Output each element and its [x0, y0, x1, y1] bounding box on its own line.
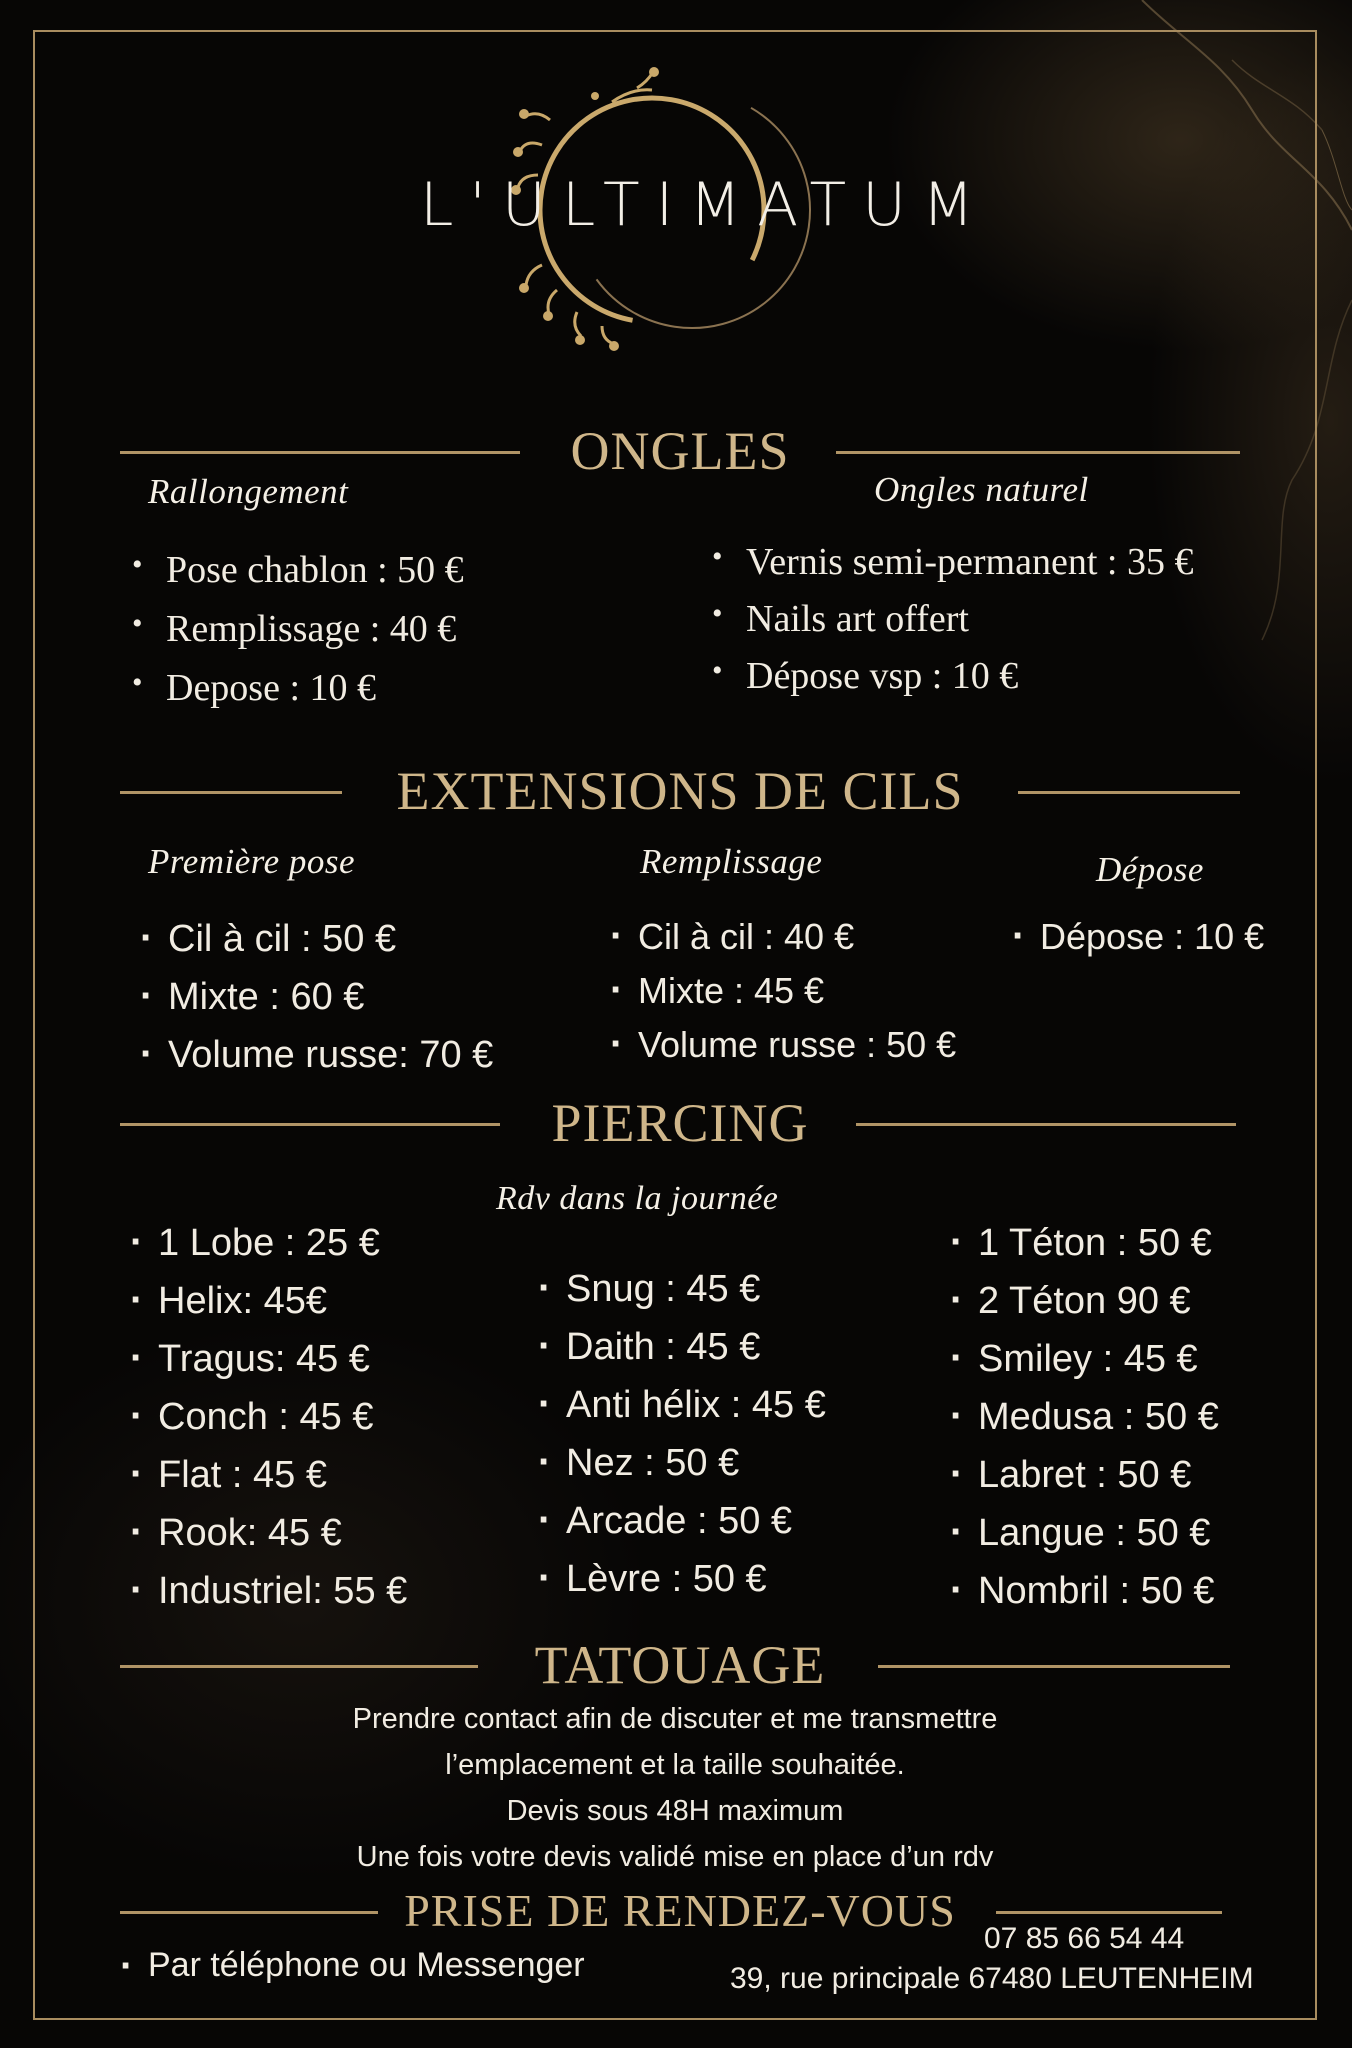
- list-item: · Conch : 45 €: [128, 1396, 407, 1454]
- section-tatouage-heading: [120, 1630, 1240, 1700]
- list-item: · Cil à cil : 50 €: [138, 918, 493, 976]
- list-item: · Langue : 50 €: [948, 1512, 1219, 1570]
- list-item: • Nails art offert: [712, 597, 1193, 654]
- list-item: • Remplissage : 40 €: [132, 607, 464, 666]
- section-title: EXTENSIONS DE CILS: [396, 761, 964, 821]
- section-cils-heading: [120, 756, 1240, 826]
- divider: [878, 1665, 1230, 1668]
- brand-name: L'ULTIMATUM: [420, 170, 990, 240]
- list-item: · Snug : 45 €: [536, 1268, 826, 1326]
- list-item: • Vernis semi-permanent : 35 €: [712, 540, 1193, 597]
- list-item: · Par téléphone ou Messenger: [118, 1946, 585, 1985]
- text-line: l’emplacement et la taille souhaitée.: [445, 1749, 905, 1781]
- list-item: • Pose chablon : 50 €: [132, 548, 464, 607]
- list-ongles-naturel: [712, 540, 1193, 711]
- list-item: · Daith : 45 €: [536, 1326, 826, 1384]
- subheading-rallongement: Rallongement: [148, 472, 349, 511]
- list-item: · Tragus: 45 €: [128, 1338, 407, 1396]
- list-item: · Medusa : 50 €: [948, 1396, 1219, 1454]
- list-remplissage: [608, 916, 956, 1078]
- list-item: · Lèvre : 50 €: [536, 1558, 826, 1616]
- list-piercing-col2: [536, 1268, 826, 1616]
- list-item: · Smiley : 45 €: [948, 1338, 1219, 1396]
- list-item: · Nombril : 50 €: [948, 1570, 1219, 1628]
- section-piercing-heading: [120, 1088, 1240, 1158]
- list-piercing-col3: [948, 1222, 1219, 1628]
- text-line: Devis sous 48H maximum: [506, 1795, 844, 1827]
- text-line: Une fois votre devis validé mise en place d’un rdv: [356, 1841, 994, 1873]
- divider: [1018, 791, 1240, 794]
- list-item: · Mixte : 45 €: [608, 970, 956, 1024]
- piercing-subtitle: Rdv dans la journée: [496, 1180, 779, 1217]
- list-item: · Mixte : 60 €: [138, 976, 493, 1034]
- address: 39, rue principale 67480 LEUTENHEIM: [730, 1962, 1254, 1995]
- list-item: · Cil à cil : 40 €: [608, 916, 956, 970]
- subheading-depose: Dépose: [1096, 850, 1204, 889]
- list-item: · Anti hélix : 45 €: [536, 1384, 826, 1442]
- section-title: TATOUAGE: [534, 1635, 826, 1695]
- subheading-ongles-naturel: Ongles naturel: [874, 470, 1089, 509]
- list-item: • Dépose vsp : 10 €: [712, 654, 1193, 711]
- list-piercing-col1: [128, 1222, 407, 1628]
- list-item: · Industriel: 55 €: [128, 1570, 407, 1628]
- divider: [836, 451, 1240, 454]
- list-rdv: [118, 1946, 585, 1985]
- list-item: · Volume russe: 70 €: [138, 1034, 493, 1092]
- list-item: • Depose : 10 €: [132, 666, 464, 725]
- section-title: ONGLES: [570, 421, 790, 481]
- list-item: · Labret : 50 €: [948, 1454, 1219, 1512]
- list-item: · Volume russe : 50 €: [608, 1024, 956, 1078]
- list-item: · Nez : 50 €: [536, 1442, 826, 1500]
- section-title: PIERCING: [551, 1093, 809, 1153]
- list-item: · 1 Lobe : 25 €: [128, 1222, 407, 1280]
- text-line: Prendre contact afin de discuter et me transmettre: [352, 1703, 998, 1735]
- list-item: · Arcade : 50 €: [536, 1500, 826, 1558]
- list-depose: [1010, 916, 1264, 970]
- divider: [996, 1911, 1222, 1914]
- subheading-premiere-pose: Première pose: [148, 842, 356, 881]
- list-item: · 2 Téton 90 €: [948, 1280, 1219, 1338]
- list-premiere-pose: [138, 918, 493, 1092]
- divider: [856, 1123, 1236, 1126]
- list-rallongement: [132, 548, 464, 725]
- section-title: PRISE DE RENDEZ-VOUS: [404, 1885, 956, 1936]
- list-item: · Rook: 45 €: [128, 1512, 407, 1570]
- tatouage-description: [140, 1696, 1210, 1880]
- list-item: · Helix: 45€: [128, 1280, 407, 1338]
- list-item: · 1 Téton : 50 €: [948, 1222, 1219, 1280]
- list-item: · Flat : 45 €: [128, 1454, 407, 1512]
- phone-number[interactable]: 07 85 66 54 44: [984, 1922, 1185, 1955]
- subheading-remplissage: Remplissage: [640, 842, 823, 881]
- list-item: · Dépose : 10 €: [1010, 916, 1264, 970]
